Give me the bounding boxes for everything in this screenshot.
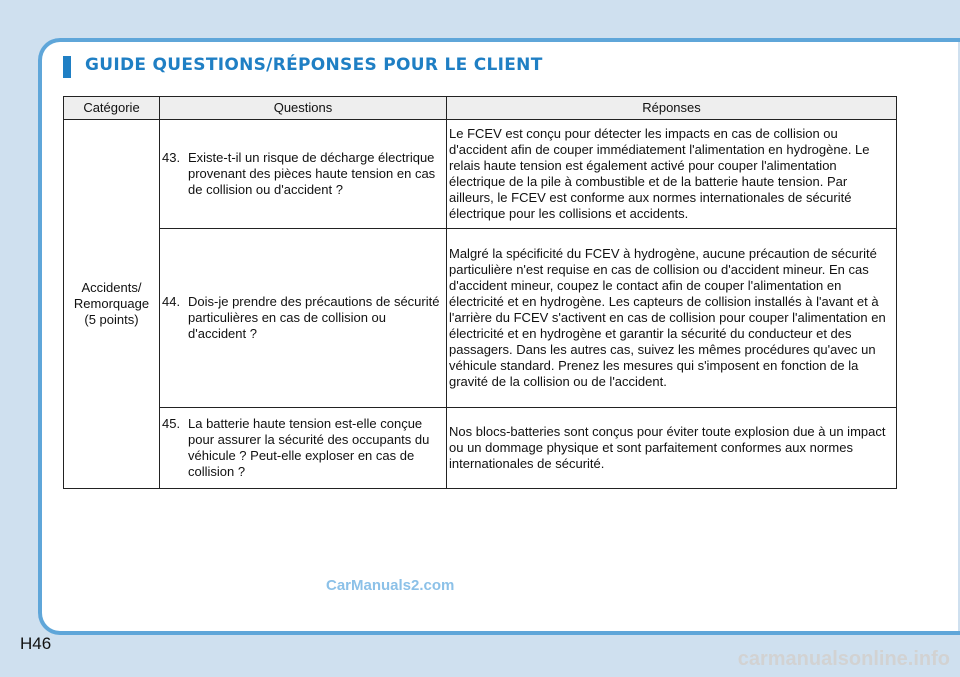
question-cell xyxy=(160,229,447,408)
header-questions: Questions xyxy=(160,97,447,120)
category-cell xyxy=(64,120,160,489)
question-text: Existe-t-il un risque de décharge électrique provenant des pièces haute tension en cas de collision ou d'accident ? xyxy=(188,150,436,197)
page-number: H46 xyxy=(20,634,52,653)
header-answers: Réponses xyxy=(447,97,897,120)
table-row xyxy=(64,229,897,408)
table-header-row xyxy=(64,97,897,120)
category-line: (5 points) xyxy=(84,312,139,327)
answer-cell: Le FCEV est conçu pour détecter les impacts en cas de collision ou d'accident afin de couper immédiatement l'alimentation en hydrogène. Le relais haute tension est également activé pour couper l'alimentation électrique de la pile à combustible et de la batterie haute tension. Par ailleurs, le FCEV est conforme aux normes internationales de sécurité électrique pour les collisions et accidents. xyxy=(447,120,897,229)
question-number: 43. xyxy=(162,150,181,165)
question-text: Dois-je prendre des précautions de sécurité particulières en cas de collision ou d'accident ? xyxy=(188,294,440,341)
question-cell xyxy=(160,120,447,229)
header-category: Catégorie xyxy=(64,97,160,120)
category-line: Remorquage xyxy=(73,296,150,311)
question-cell xyxy=(160,408,447,489)
table-row xyxy=(64,120,897,229)
question-number: 45. xyxy=(162,416,181,431)
section-title-bar xyxy=(63,56,71,78)
question-text: La batterie haute tension est-elle conçue pour assurer la sécurité des occupants du véhicule ? Peut-elle exploser en cas de collision ? xyxy=(188,416,430,479)
answer-cell: Malgré la spécificité du FCEV à hydrogène, aucune précaution de sécurité particulière n'est requise en cas de collision ou d'accident mineur. En cas d'accident mineur, coupez le contact afin de couper l'alimentation en électricité et en hydrogène. Les capteurs de collision installés à l'avant et à l'arrière du FCEV s'activent en cas de collision pour couper l'alimentation en électricité et en hydrogène et garantir la sécurité du conducteur et des passagers. Dans les autres cas, suivez les mêmes procédures qu'avec un véhicule standard. Prenez les mesures qui s'imposent en fonction de la gravité de la collision ou de l'accident. xyxy=(447,229,897,408)
question-number: 44. xyxy=(162,294,181,309)
table-row xyxy=(64,408,897,489)
answer-cell: Nos blocs-batteries sont conçus pour éviter toute explosion due à un impact ou un dommage physique et sont parfaitement conformes aux normes internationales de sécurité. xyxy=(447,408,897,489)
category-line: Accidents/ xyxy=(81,280,142,295)
watermark-link[interactable]: CarManuals2.com xyxy=(326,577,455,594)
qa-table xyxy=(63,96,897,489)
section-title: GUIDE QUESTIONS/RÉPONSES POUR LE CLIENT xyxy=(85,55,543,75)
footer-watermark: carmanualsonline.info xyxy=(737,648,950,670)
